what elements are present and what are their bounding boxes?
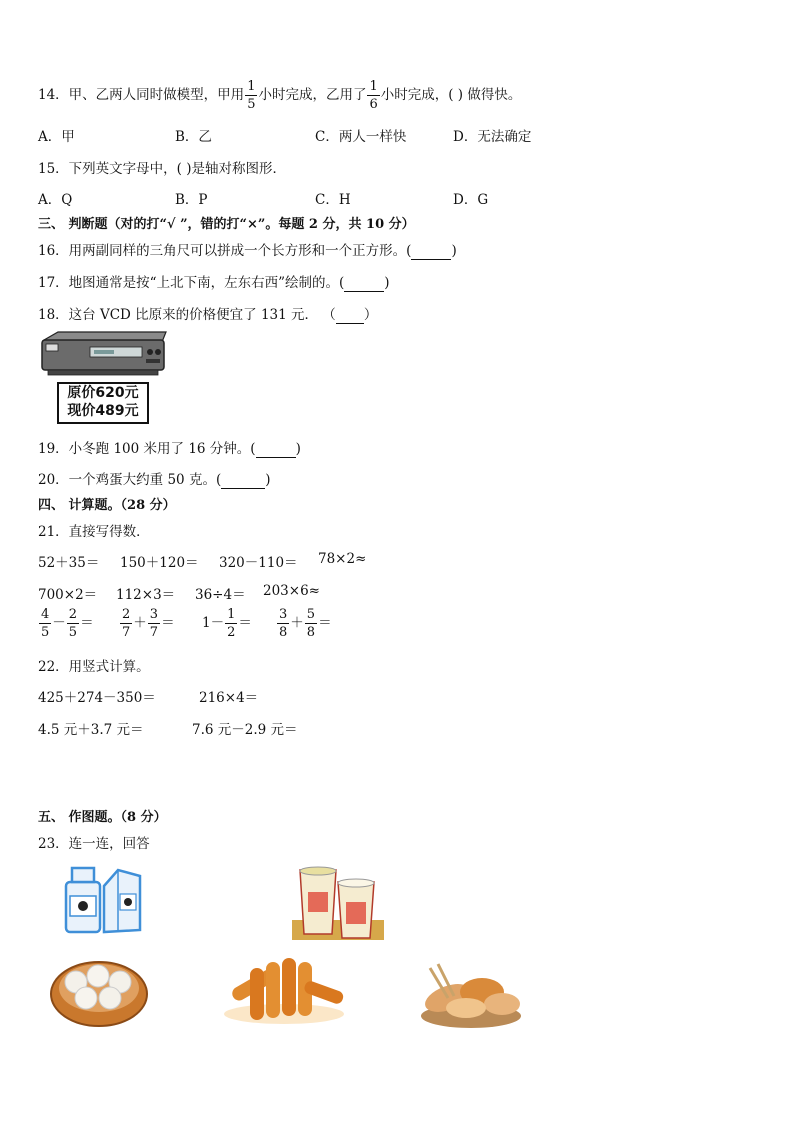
q21-item: 52＋35＝ (38, 555, 100, 571)
q15-option-b[interactable]: B．P (175, 192, 208, 208)
fried-dough-sticks-image (220, 948, 348, 1028)
q23-text: 23．连一连，回答 (38, 836, 150, 852)
q21-item: 320－110＝ (219, 555, 298, 571)
q21-item: 150＋120＝ (120, 555, 199, 571)
q18-line: 18．这台 VCD 比原来的价格便宜了 131 元． （ ） (38, 307, 378, 323)
q21-fraction-item-4: $\frac{3}{8}$ ＋ $\frac{5}{8}$ ＝ (279, 607, 332, 640)
milk-carton-image (60, 862, 150, 936)
q21-item: 78×2≈ (318, 551, 367, 567)
section3-title: 三、 判断题（对的打“√ ”，错的打“×”。每题 2 分，共 10 分） (38, 217, 415, 232)
q14-fraction-1: $\frac{1}{5}$ (247, 79, 256, 112)
q22-item: 7.6 元－2.9 元＝ (192, 722, 298, 738)
price-now: 现价489元 (67, 403, 139, 419)
q14-option-b[interactable]: B．乙 (175, 129, 212, 145)
q22-item: 425＋274－350＝ (38, 690, 156, 706)
q22-item: 4.5 元＋3.7 元＝ (38, 722, 144, 738)
q22-text: 22．用竖式计算。 (38, 659, 150, 675)
q21-fraction-item-3: 1－ $\frac{1}{2}$ ＝ (202, 607, 252, 640)
vcd-player-image (38, 330, 170, 378)
q14-option-c[interactable]: C．两人一样快 (315, 129, 407, 145)
q20-line: 20．一个鸡蛋大约重 50 克。( ) (38, 472, 271, 488)
q15-option-a[interactable]: A．Q (38, 192, 73, 208)
q16-line: 16．用两副同样的三角尺可以拼成一个长方形和一个正方形。( ) (38, 243, 457, 259)
price-tag (57, 382, 149, 424)
q18-answer-blank[interactable] (336, 307, 364, 324)
q21-item: 36÷4＝ (195, 587, 246, 603)
q20-answer-blank[interactable] (221, 472, 265, 489)
q19-line: 19．小冬跑 100 米用了 16 分钟。( ) (38, 441, 301, 457)
q21-fraction-item-1: $\frac{4}{5}$ － $\frac{2}{5}$ ＝ (41, 607, 94, 640)
q21-text: 21．直接写得数． (38, 524, 150, 540)
section5-title: 五、 作图题。（8 分） (38, 810, 167, 825)
bread-basket-image (418, 958, 524, 1030)
q14-option-a[interactable]: A．甲 (38, 129, 75, 145)
q14-fraction-2: $\frac{1}{6}$ (369, 79, 378, 112)
q22-item: 216×4＝ (199, 690, 259, 706)
q21-item: 112×3＝ (116, 587, 176, 603)
q21-item: 203×6≈ (263, 583, 320, 599)
q21-item: 700×2＝ (38, 587, 98, 603)
q17-line: 17．地图通常是按“上北下南，左东右西”绘制的。( ) (38, 275, 390, 291)
section4-title: 四、 计算题。（28 分） (38, 498, 176, 513)
q15-option-d[interactable]: D．G (453, 192, 489, 208)
price-original: 原价620元 (67, 385, 139, 401)
q21-fraction-item-2: $\frac{2}{7}$ ＋ $\frac{3}{7}$ ＝ (122, 607, 175, 640)
q15-option-c[interactable]: C．H (315, 192, 351, 208)
soy-milk-cups-image (292, 862, 384, 940)
q14-line: 14．甲、乙两人同时做模型，甲用 $\frac{1}{5}$ 小时完成，乙用了 $\frac{1}{6}$ 小时完成，( ) 做得快。 (38, 79, 522, 112)
q16-answer-blank[interactable] (411, 243, 451, 260)
q19-answer-blank[interactable] (256, 441, 296, 458)
q17-answer-blank[interactable] (344, 275, 384, 292)
q14-option-d[interactable]: D．无法确定 (453, 129, 532, 145)
steamed-buns-image (48, 946, 150, 1030)
q15-text: 15．下列英文字母中，( )是轴对称图形． (38, 161, 287, 177)
